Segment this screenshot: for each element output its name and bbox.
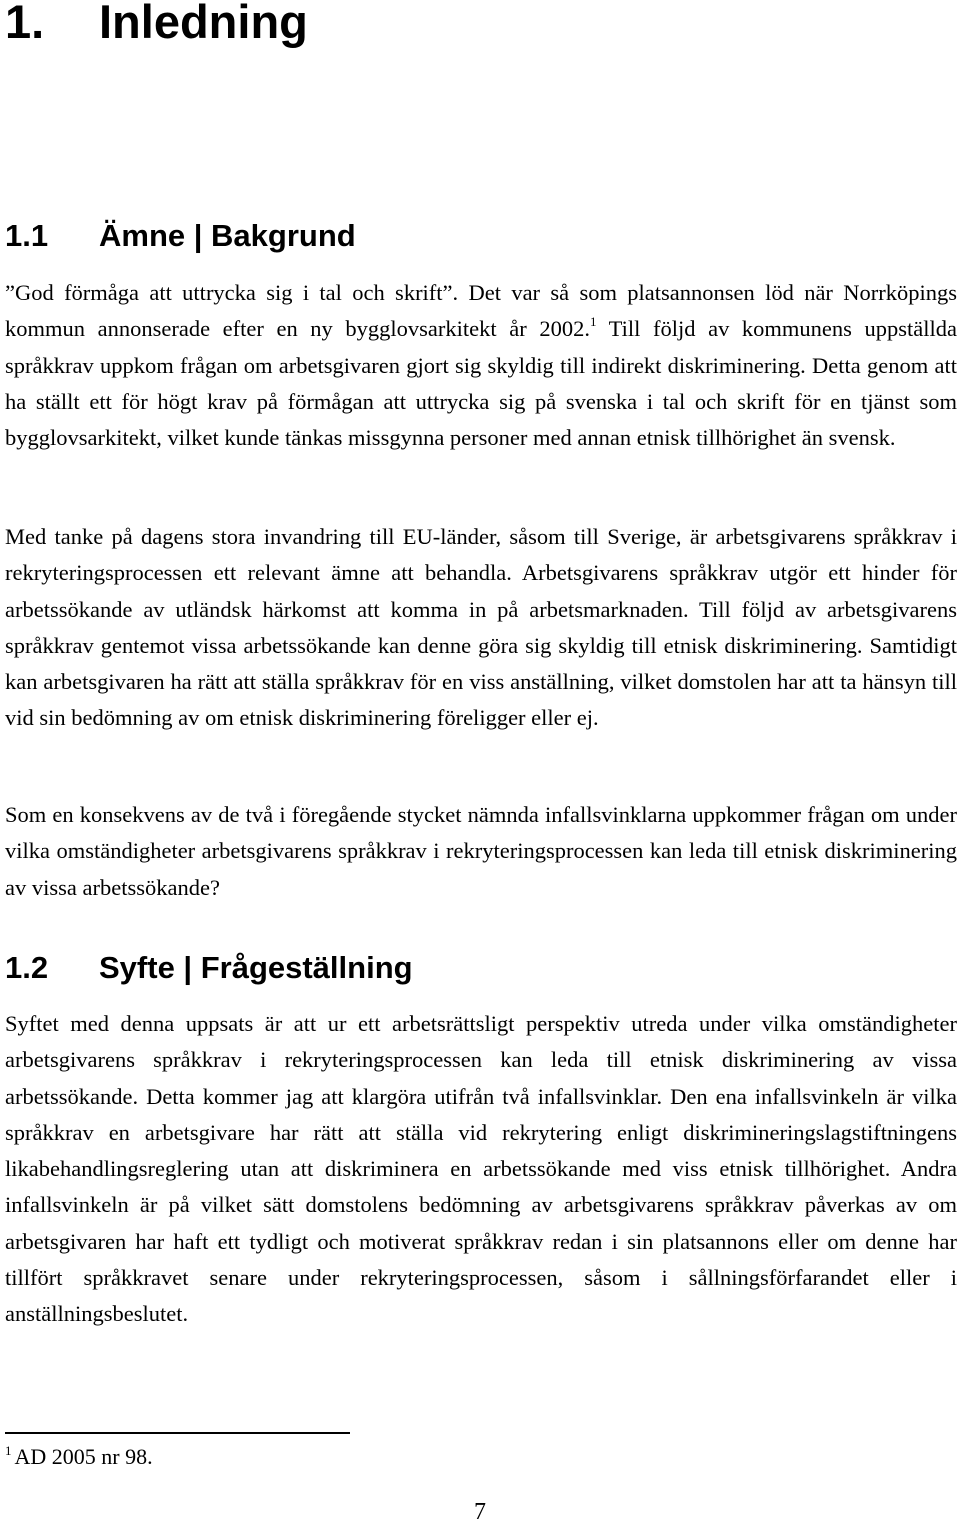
- chapter-title: Inledning: [99, 0, 308, 48]
- footnote-marker: 1: [5, 1443, 12, 1458]
- footnote-reference[interactable]: 1: [589, 314, 597, 330]
- section-heading-1-1: [5, 218, 356, 254]
- chapter-heading: [5, 0, 308, 48]
- footnote-text: AD 2005 nr 98.: [14, 1444, 153, 1469]
- section-number: 1.1: [5, 218, 49, 253]
- section-1-1-paragraph-3: Som en konsekvens av de två i föregående stycket nämnda infallsvinklarna uppkommer frågan om under vilka omständigheter arbetsgivarens språkkrav i rekryteringsprocessen kan leda till etnisk diskriminering av vissa arbetssökande?: [5, 802, 957, 900]
- section-number: 1.2: [5, 950, 49, 985]
- page-number: 7: [474, 1499, 486, 1525]
- paragraph-text: Till följd av kommunens uppställda språkkrav uppkom frågan om arbetsgivaren gjort sig skyldig till indirekt diskriminering. Detta genom att ha ställt ett för högt krav på förmågan att uttrycka sig på svenska i tal och skrift för en tjänst som bygglovsarkitekt, vilket kunde tänkas missgynna personer med annan etnisk tillhörighet än svensk.: [5, 316, 957, 451]
- section-1-1-paragraph-1: [5, 275, 957, 456]
- section-1-2-paragraph-1: Syftet med denna uppsats är att ur ett arbetsrättsligt perspektiv utreda under vilka omständigheter arbetsgivarens språkkrav i rekryteringsprocessen kan leda till etnisk diskriminering av vissa arbetssökande. Detta kommer jag att klargöra utifrån två infallsvinklar. Den ena infallsvinkeln är vilka språkkrav en arbetsgivare har rätt att ställa vid rekrytering enligt diskrimineringslagstiftningens likabehandlingsreglering utan att diskriminera en arbetssökande med viss etnisk tillhörighet. Andra infallsvinkeln är på vilket sätt domstolens bedömning av arbetsgivarens språkkrav påverkas av om arbetsgivaren har haft ett tydligt och motiverat språkkrav redan i sin platsannons eller om denne har tillfört språkkravet senare under rekryteringsprocessen, såsom i sållningsförfarandet eller i anställningsbeslutet.: [5, 1011, 957, 1327]
- footnote-separator: [5, 1432, 350, 1434]
- footnote: [5, 1442, 153, 1472]
- section-heading-1-2: [5, 950, 413, 986]
- chapter-number: 1.: [5, 0, 45, 48]
- section-1-1-paragraph-2: Med tanke på dagens stora invandring till EU-länder, såsom till Sverige, är arbetsgivarens språkkrav i rekryteringsprocessen ett relevant ämne att behandla. Arbetsgivarens språkkrav utgör ett hinder för arbetssökande av utländsk härkomst att komma in på arbetsmarknaden. Till följd av arbetsgivarens språkkrav gentemot vissa arbetssökande kan denne göra sig skyldig till etnisk diskriminering. Samtidigt kan arbetsgivaren ha rätt att ställa språkkrav för en viss anställning, vilket domstolen har att ta hänsyn till vid sin bedömning av om etnisk diskriminering föreligger eller ej.: [5, 524, 957, 731]
- paragraph-text: ”God förmåga att uttrycka sig i tal och skrift”. Det var så som platsannonsen löd när Norrköpings kommun annonserade efter en ny bygglovsarkitekt år 2002.: [5, 280, 957, 342]
- section-title: Ämne | Bakgrund: [99, 218, 356, 253]
- section-title: Syfte | Frågeställning: [99, 950, 413, 985]
